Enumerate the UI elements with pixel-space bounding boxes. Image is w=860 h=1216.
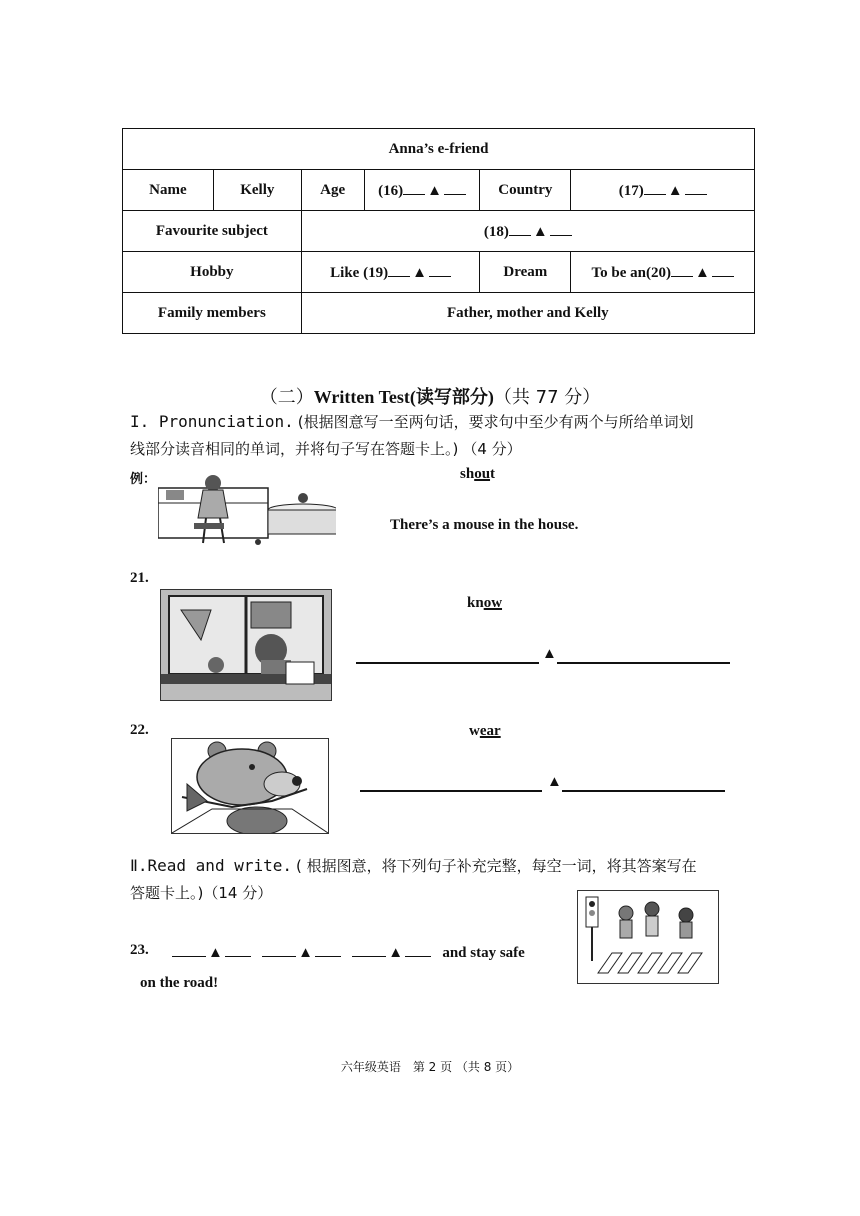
q23-blanks	[172, 942, 525, 962]
triangle-icon: ▲	[208, 945, 223, 961]
page-footer: 六年级英语 第 2 页 （共 8 页）	[340, 1060, 520, 1074]
subject-label: Favourite subject	[123, 211, 302, 252]
part1-score: （4 分）	[462, 440, 522, 458]
kitchen-picture	[158, 468, 336, 548]
q22-word-pre: w	[469, 723, 480, 739]
name-label: Name	[123, 170, 214, 211]
q21-number: 21.	[130, 570, 149, 586]
part1-instructions	[130, 408, 770, 463]
window-picture	[160, 589, 332, 701]
triangle-icon: ▲	[298, 945, 313, 961]
age-label: Age	[301, 170, 364, 211]
triangle-icon: ▲	[547, 774, 562, 790]
q21-word-pre: kn	[467, 595, 484, 611]
q22-answer-line-right	[562, 790, 725, 792]
q23-tail: and stay safe	[442, 945, 525, 961]
triangle-icon: ▲	[388, 945, 404, 961]
blank-number-16: (16)	[378, 183, 404, 199]
blank-number-18: (18)	[483, 224, 509, 240]
country-blank	[571, 170, 755, 211]
section-title-en: Written Test(读写部分)	[313, 387, 494, 407]
country-label: Country	[480, 170, 571, 211]
part1-instruction-a: (根据图意写一至两句话，要求句中至少有两个与所给单词划	[297, 413, 694, 431]
part1-heading: I. Pronunciation.	[130, 412, 294, 431]
e-friend-table	[122, 128, 755, 334]
q23-number: 23.	[130, 942, 149, 958]
section-title-prefix: （二）	[259, 387, 314, 408]
example-sentence: There’s a mouse in the house.	[390, 517, 579, 533]
example-word	[460, 466, 495, 483]
subject-blank	[301, 211, 754, 252]
q22-word	[469, 723, 501, 740]
crosswalk-picture	[577, 890, 719, 984]
triangle-icon: ▲	[412, 265, 427, 281]
family-label: Family members	[123, 293, 302, 334]
blank-number-19: Like (19)	[330, 265, 389, 281]
part1-instruction-b: 线部分读音相同的单词，并将句子写在答题卡上。)	[130, 440, 459, 458]
table-title: Anna’s e-friend	[123, 129, 755, 170]
q21-word-underlined: ow	[483, 595, 503, 611]
blank-number-20: To be an(20)	[591, 265, 671, 281]
dream-label: Dream	[480, 252, 571, 293]
triangle-icon: ▲	[694, 265, 710, 281]
example-label: 例：	[130, 472, 157, 487]
hobby-blank	[301, 252, 480, 293]
part2-instruction-a: ( 根据图意，将下列句子补充完整，每空一词，将其答案写在	[296, 857, 697, 875]
example-word-post: t	[490, 466, 496, 482]
triangle-icon: ▲	[532, 224, 548, 240]
q21-word	[467, 595, 502, 612]
section-title-suffix: （共 77 分）	[493, 387, 601, 408]
example-word-pre: sh	[460, 466, 475, 482]
q21-answer-line-right	[557, 662, 730, 664]
section-title	[0, 383, 860, 409]
q22-word-underlined: ear	[479, 723, 501, 739]
name-value: Kelly	[213, 170, 301, 211]
bear-picture	[171, 738, 329, 834]
q23-line2: on the road!	[140, 975, 219, 991]
example-word-underlined: ou	[474, 466, 491, 482]
part2-heading: Ⅱ.Read and write.	[130, 856, 292, 875]
q22-answer-line-left	[360, 790, 542, 792]
dream-blank	[571, 252, 755, 293]
part2-instruction-b: 答题卡上。)	[130, 884, 204, 902]
triangle-icon: ▲	[667, 183, 683, 199]
hobby-label: Hobby	[123, 252, 302, 293]
part2-score: （14 分）	[203, 884, 273, 902]
triangle-icon: ▲	[542, 646, 557, 662]
triangle-icon: ▲	[427, 183, 442, 199]
blank-number-17: (17)	[618, 183, 644, 199]
family-value: Father, mother and Kelly	[301, 293, 754, 334]
q22-number: 22.	[130, 722, 149, 738]
q21-answer-line-left	[356, 662, 539, 664]
age-blank	[364, 170, 480, 211]
